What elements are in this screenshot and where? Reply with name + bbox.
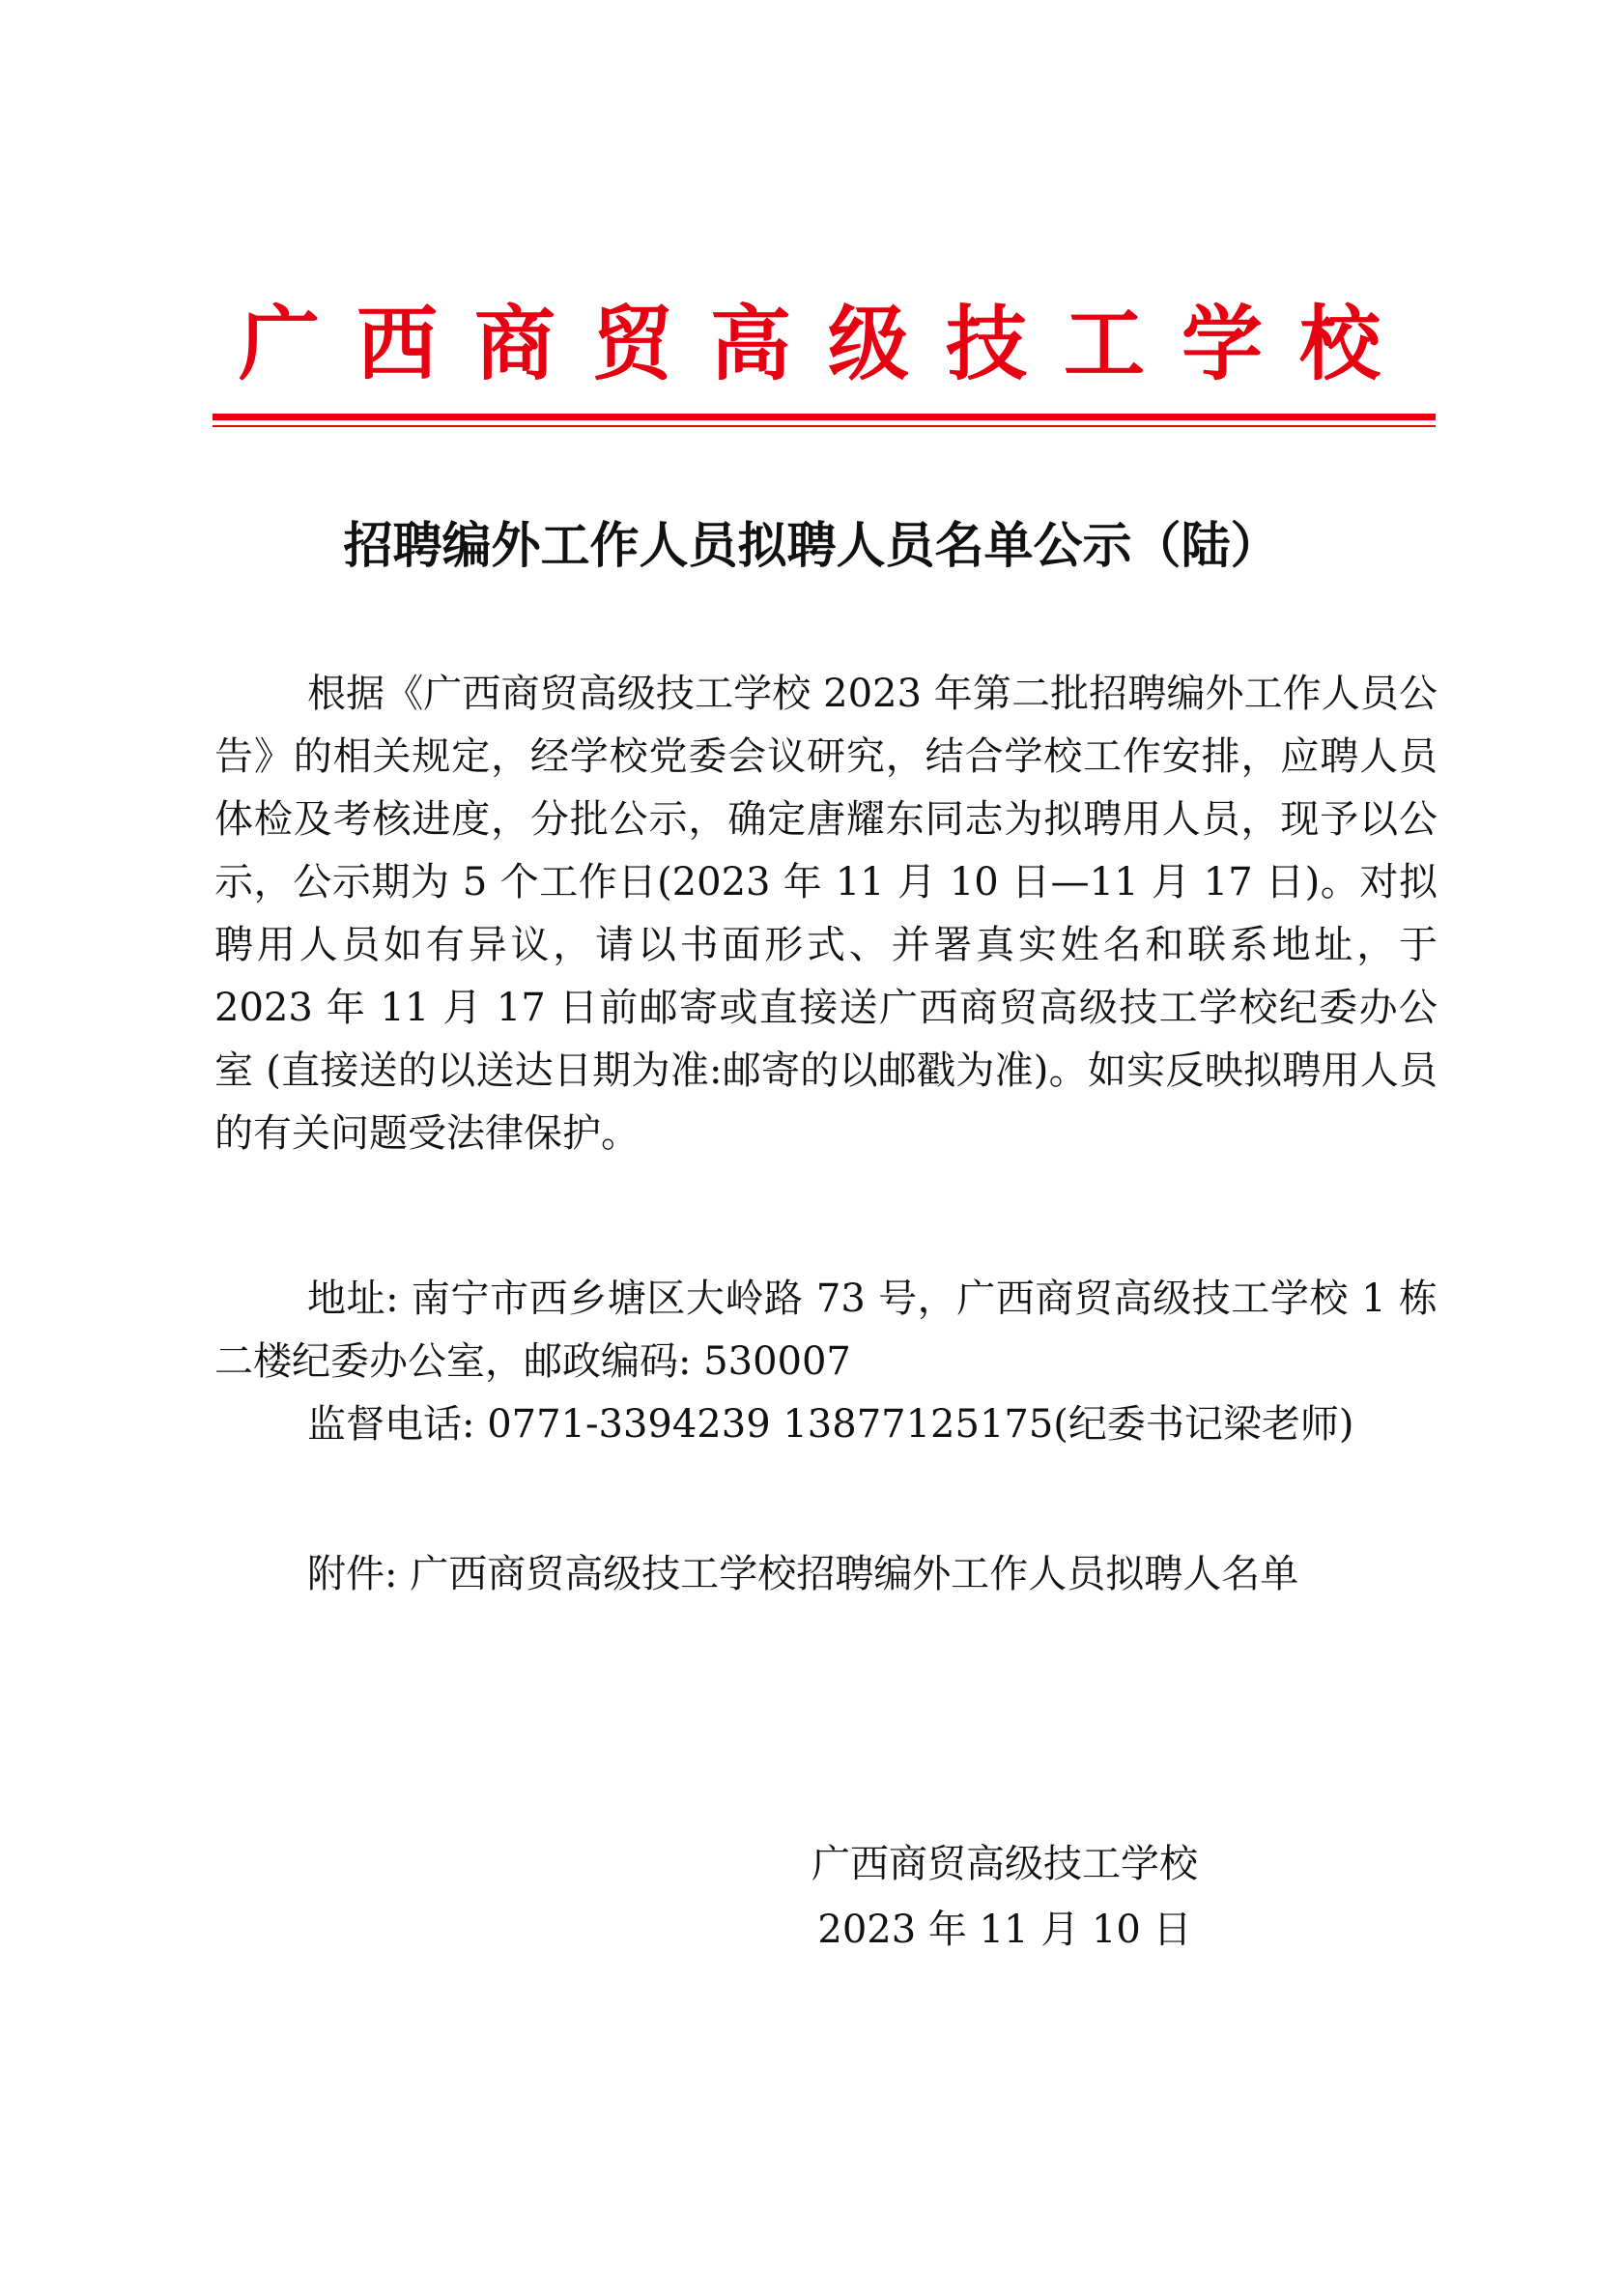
letterhead-red-rule-thick xyxy=(213,414,1436,420)
letterhead-red-rule-thin xyxy=(213,425,1436,427)
signature-org: 广西商贸高级技工学校 xyxy=(812,1842,1198,1886)
letterhead-org-name: 广西商贸高级技工学校 xyxy=(238,296,1417,391)
signature-block xyxy=(734,1831,1275,1963)
body-paragraph-phone: 监督电话: 0771-3394239 13877125175(纪委书记梁老师) xyxy=(307,1402,1354,1447)
document-title: 招聘编外工作人员拟聘人员名单公示（陆） xyxy=(343,517,1280,575)
signature-date: 2023 年 11 月 10 日 xyxy=(817,1908,1192,1952)
body-paragraph-main: 根据《广西商贸高级技工学校 2023 年第二批招聘编外工作人员公告》的相关规定，经学校党委会议研究，结合学校工作安排，应聘人员体检及考核进度，分批公示，确定唐耀东同志为拟聘用人员，现予以公示，公示期为 5 个工作日(2023 年 11 月 10 日—11 月 17 日)。对拟聘用人员如有异议，请以书面形式、并署真实姓名和联系地址，于 2023 年 11 月 17 日前邮寄或直接送广西商贸高级技工学校纪委办公室 (直接送的以送达日期为准:邮寄的以邮戳为准)。如实反映拟聘用人员的有关问题受法律保护。 xyxy=(214,672,1438,1156)
body-paragraph-address: 地址: 南宁市西乡塘区大岭路 73 号，广西商贸高级技工学校 1 栋二楼纪委办公室，邮政编码: 530007 xyxy=(214,1277,1438,1384)
body-paragraph-attachment: 附件: 广西商贸高级技工学校招聘编外工作人员拟聘人名单 xyxy=(307,1552,1299,1596)
